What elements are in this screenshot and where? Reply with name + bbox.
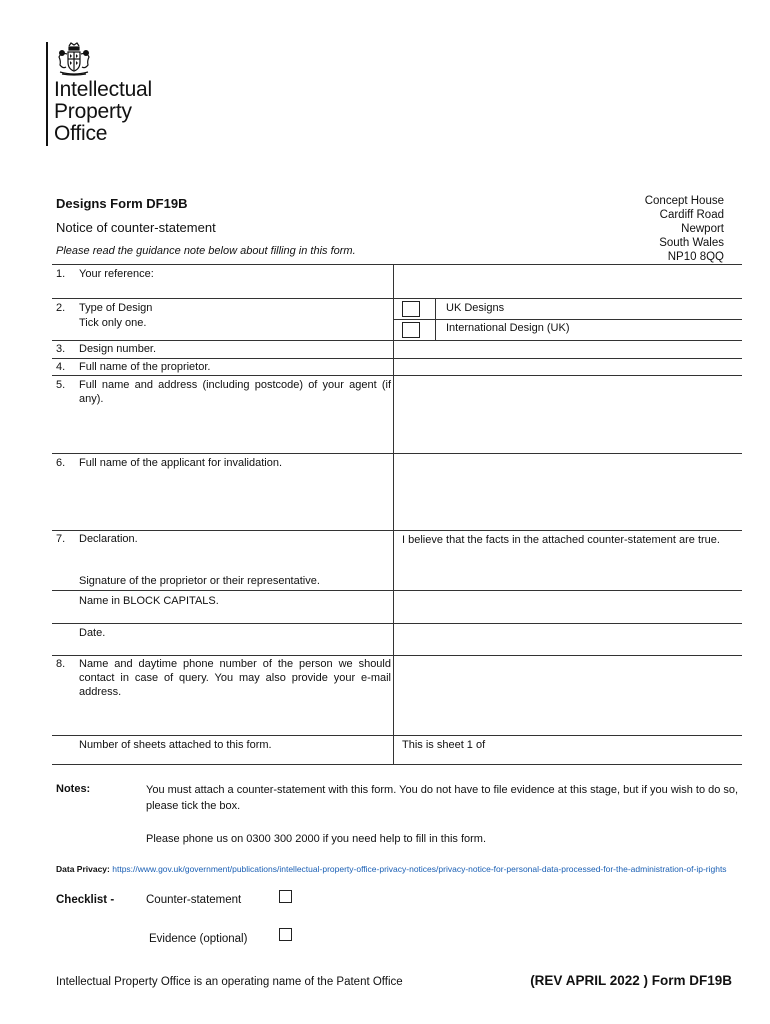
checklist-item-counter-statement: Counter-statement — [146, 894, 242, 906]
reference-input[interactable] — [394, 265, 742, 298]
question-number: 5. — [56, 379, 66, 391]
logo-divider — [46, 42, 48, 146]
data-privacy-notice — [56, 863, 746, 875]
question-number: 3. — [56, 343, 66, 355]
reference-label: Your reference: — [79, 268, 154, 280]
question-number: 1. — [56, 268, 66, 280]
uk-designs-checkbox[interactable] — [402, 301, 420, 317]
notes-phone-text: Please phone us on 0300 300 2000 if you need help to fill in this form. — [146, 833, 487, 845]
row-divider — [52, 298, 393, 299]
footer-revision: (REV APRIL 2022 ) Form DF19B — [530, 973, 732, 988]
block-capitals-name-label: Name in BLOCK CAPITALS. — [79, 595, 219, 607]
signature-label: Signature of the proprietor or their representative. — [79, 575, 320, 587]
row-divider — [393, 319, 742, 320]
ipo-logo — [46, 42, 176, 146]
block-capitals-name-input[interactable] — [394, 591, 742, 623]
logo-wordmark: Intellectual Property Office — [54, 78, 152, 145]
address-line: Newport — [681, 223, 724, 235]
applicant-name-input[interactable] — [394, 454, 742, 530]
date-label: Date. — [79, 627, 106, 639]
footer-operating-name: Intellectual Property Office is an operating name of the Patent Office — [56, 976, 403, 988]
international-design-checkbox[interactable] — [402, 322, 420, 338]
applicant-name-label: Full name of the applicant for invalidation. — [79, 457, 283, 469]
date-input[interactable] — [394, 624, 742, 655]
signature-input[interactable] — [394, 554, 742, 590]
question-number: 4. — [56, 361, 66, 373]
form-table — [52, 264, 742, 765]
form-subtitle: Notice of counter-statement — [56, 220, 216, 235]
question-number: 6. — [56, 457, 66, 469]
declaration-label: Declaration. — [79, 533, 138, 545]
row-divider — [52, 735, 742, 736]
proprietor-name-label: Full name of the proprietor. — [79, 361, 211, 373]
form-guidance: Please read the guidance note below about filling in this form. — [56, 245, 356, 257]
design-type-label: Type of Design — [79, 302, 153, 314]
address-line: South Wales — [659, 237, 724, 249]
notes-label: Notes: — [56, 783, 91, 795]
row-divider — [393, 298, 742, 299]
international-design-label: International Design (UK) — [446, 322, 570, 334]
proprietor-name-input[interactable] — [394, 359, 742, 375]
contact-details-label: Name and daytime phone number of the person we should contact in case of query. You may also provide your e-mail address. — [79, 658, 391, 698]
data-privacy-label: Data Privacy: — [56, 864, 110, 874]
question-number: 7. — [56, 533, 66, 545]
agent-details-label: Full name and address (including postcode) of your agent (if any). — [79, 379, 391, 405]
notes-attachment-text: You must attach a counter-statement with this form. You do not have to file evidence at this stage, but if you wish to do so, please tick the box. — [146, 784, 739, 812]
address-line: Concept House — [644, 195, 724, 207]
office-address — [645, 194, 724, 264]
counter-statement-checkbox[interactable] — [279, 890, 292, 903]
agent-details-input[interactable] — [394, 376, 742, 453]
checkbox-divider — [435, 298, 436, 340]
design-type-hint: Tick only one. — [79, 317, 147, 329]
evidence-checkbox[interactable] — [279, 928, 292, 941]
question-number: 8. — [56, 658, 66, 670]
sheet-count-text[interactable]: This is sheet 1 of — [402, 739, 486, 751]
checklist-item-evidence: Evidence (optional) — [149, 933, 248, 945]
form-title: Designs Form DF19B — [56, 196, 188, 211]
address-line: Cardiff Road — [659, 209, 724, 221]
sheets-attached-label: Number of sheets attached to this form. — [79, 739, 272, 751]
row-divider — [52, 764, 742, 765]
contact-details-input[interactable] — [394, 656, 742, 735]
declaration-statement: I believe that the facts in the attached counter-statement are true. — [402, 534, 720, 546]
royal-coat-of-arms-icon — [56, 42, 92, 76]
checklist-label: Checklist - — [56, 894, 115, 906]
design-number-input[interactable] — [394, 341, 742, 358]
row-divider — [52, 530, 742, 531]
question-number: 2. — [56, 302, 66, 314]
design-number-label: Design number. — [79, 343, 157, 355]
privacy-notice-link[interactable]: https://www.gov.uk/government/publications/intellectual-property-office-privacy-notices/privacy-notice-for-personal-data-processed-for-the-administration-of-ip-rights — [112, 864, 727, 874]
uk-designs-label: UK Designs — [446, 302, 505, 314]
address-line: NP10 8QQ — [667, 251, 724, 263]
